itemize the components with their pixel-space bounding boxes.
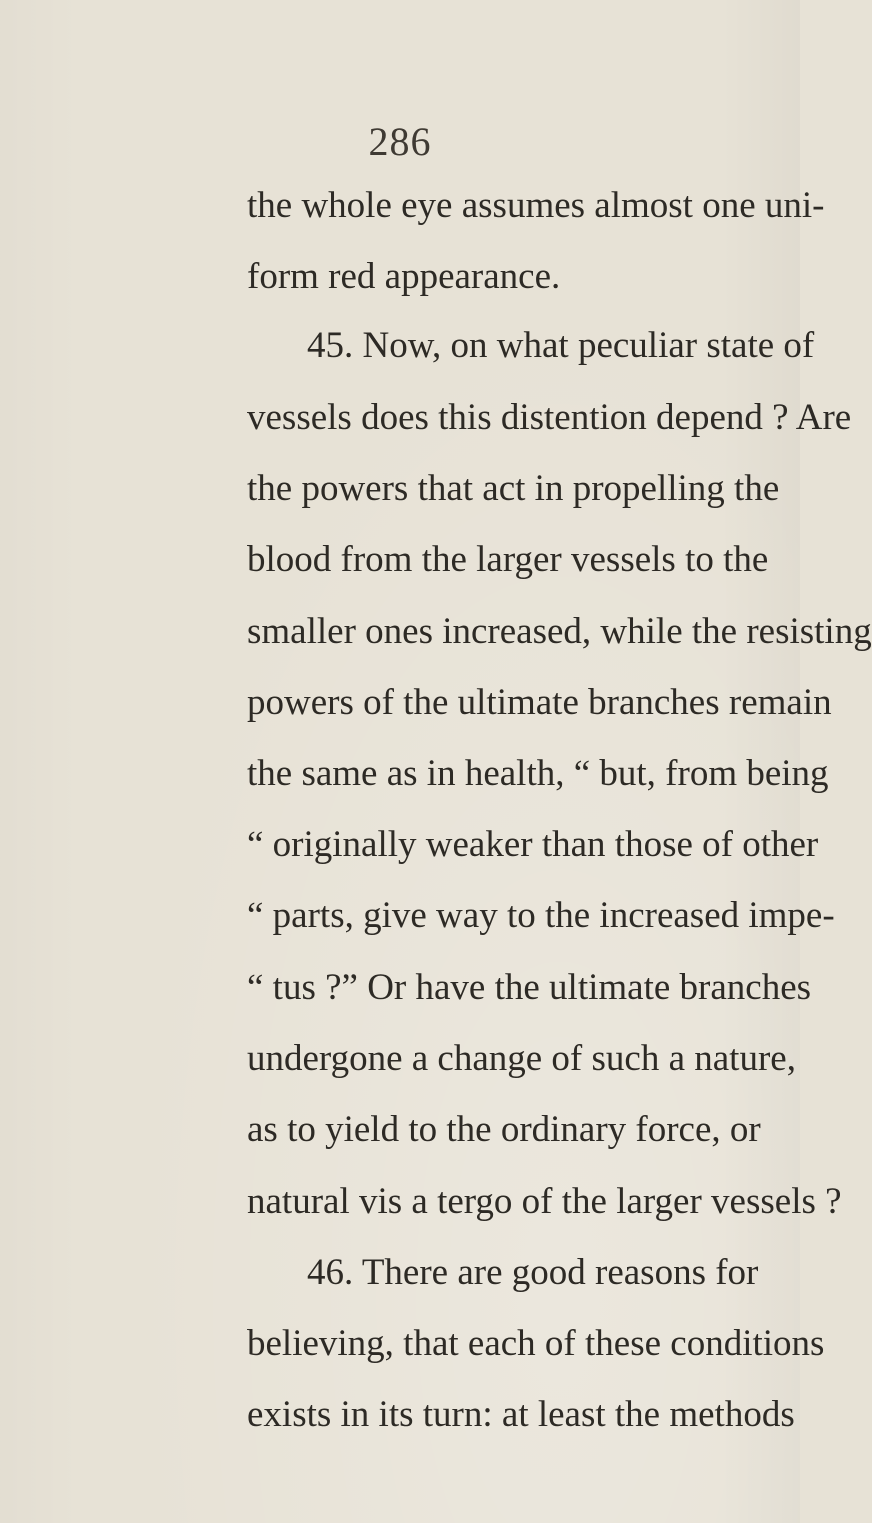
text-line: 46. There are good reasons for — [307, 1252, 759, 1293]
text-line: powers of the ultimate branches remain — [247, 682, 832, 723]
text-line: “ parts, give way to the increased impe- — [247, 895, 835, 936]
text-line: vessels does this distention depend ? Are — [247, 397, 852, 438]
text-line: as to yield to the ordinary force, or — [247, 1109, 761, 1150]
text-line: “ originally weaker than those of other — [247, 824, 819, 865]
text-line: smaller ones increased, while the resisting — [247, 611, 872, 652]
text-line: the same as in health, “ but, from being — [247, 753, 829, 794]
text-line: undergone a change of such a nature, — [247, 1038, 796, 1079]
text-line: exists in its turn: at least the methods — [247, 1394, 795, 1435]
text-line: believing, that each of these conditions — [247, 1323, 825, 1364]
text-line: natural vis a tergo of the larger vessels ? — [247, 1181, 842, 1222]
text-line: form red appearance. — [247, 256, 561, 297]
text-line: blood from the larger vessels to the — [247, 539, 769, 580]
text-line: the whole eye assumes almost one uni- — [247, 185, 825, 226]
text-line: 45. Now, on what peculiar state of — [307, 325, 815, 366]
page-number: 286 — [368, 119, 432, 164]
text-line: the powers that act in propelling the — [247, 468, 780, 509]
text-line: “ tus ?” Or have the ultimate branches — [247, 967, 812, 1008]
